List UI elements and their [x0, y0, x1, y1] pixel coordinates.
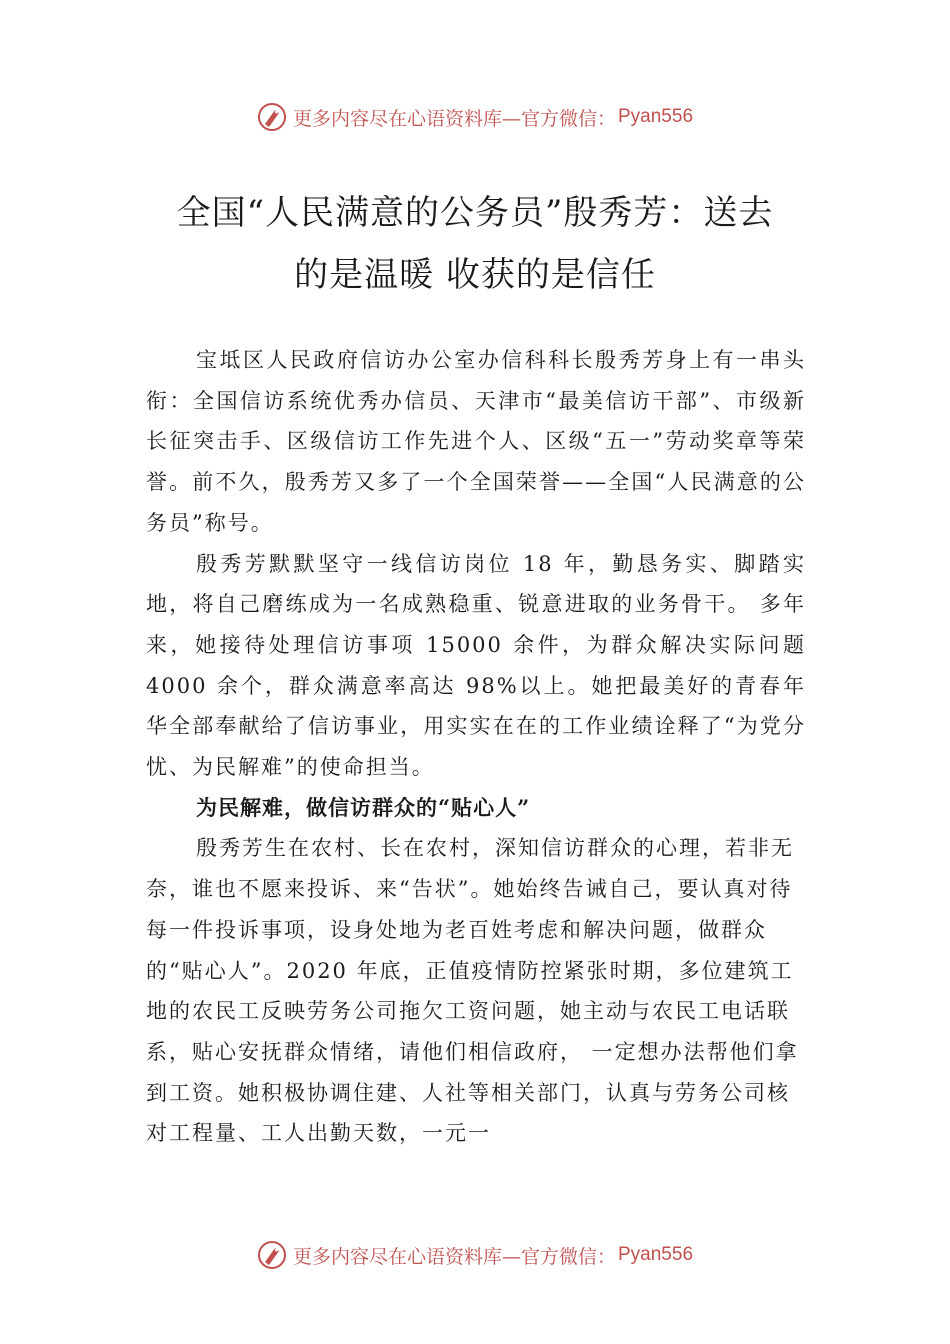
article-body — [146, 340, 806, 1154]
pen-nib-icon — [257, 1240, 287, 1270]
header-banner — [0, 97, 950, 137]
pen-nib-icon — [257, 102, 287, 132]
wechat-id: Pyan556 — [618, 106, 694, 127]
paragraph-2: 殷秀芳默默坚守一线信访岗位 18 年，勤恳务实、脚踏实地，将自己磨练成为一名成熟稳重、锐意进取的业务骨干。 多年来，她接待处理信访事项 15000 余件，为群众解决实际问题 4000 余个，群众满意率高达 98%以上。她把最美好的青春年华全部奉献给了信访事业，用实实在在的工作业绩诠释了“为党分忧、为民解难”的使命担当。 — [146, 551, 806, 780]
paragraph-1: 宝坻区人民政府信访办公室办信科科长殷秀芳身上有一串头衔：全国信访系统优秀办信员、天津市“最美信访干部”、市级新长征突击手、区级信访工作先进个人、区级“五一”劳动奖章等荣誉。前不久，殷秀芳又多了一个全国荣誉——全国“人民满意的公务员”称号。 — [146, 348, 806, 535]
wechat-id: Pyan556 — [618, 1244, 694, 1265]
section-paragraph: 殷秀芳生在农村、长在农村，深知信访群众的心理，若非无奈，谁也不愿来投诉、来“告状”。她始终告诫自己，要认真对待每一件投诉事项，设身处地为老百姓考虑和解决问题，做群众的“贴心人”。2020 年底，正值疫情防控紧张时期，多位建筑工地的农民工反映劳务公司拖欠工资问题，她主动与农民工电话联系，贴心安抚群众情绪，请他们相信政府， 一定想办法帮他们拿到工资。她积极协调住建、人社等相关部门，认真与劳务公司核对工程量、工人出勤天数，一元一 — [146, 836, 799, 1146]
title-line-1: 全国“人民满意的公务员”殷秀芳：送去 — [176, 193, 774, 233]
banner-text: 更多内容尽在心语资料库—官方微信： — [292, 107, 616, 130]
title-line-2: 的是温暖 收获的是信任 — [294, 255, 656, 295]
section-heading: 为民解难，做信访群众的“贴心人” — [196, 794, 531, 820]
footer-banner — [0, 1235, 950, 1275]
banner-text: 更多内容尽在心语资料库—官方微信： — [292, 1245, 616, 1268]
article-title — [130, 182, 820, 306]
